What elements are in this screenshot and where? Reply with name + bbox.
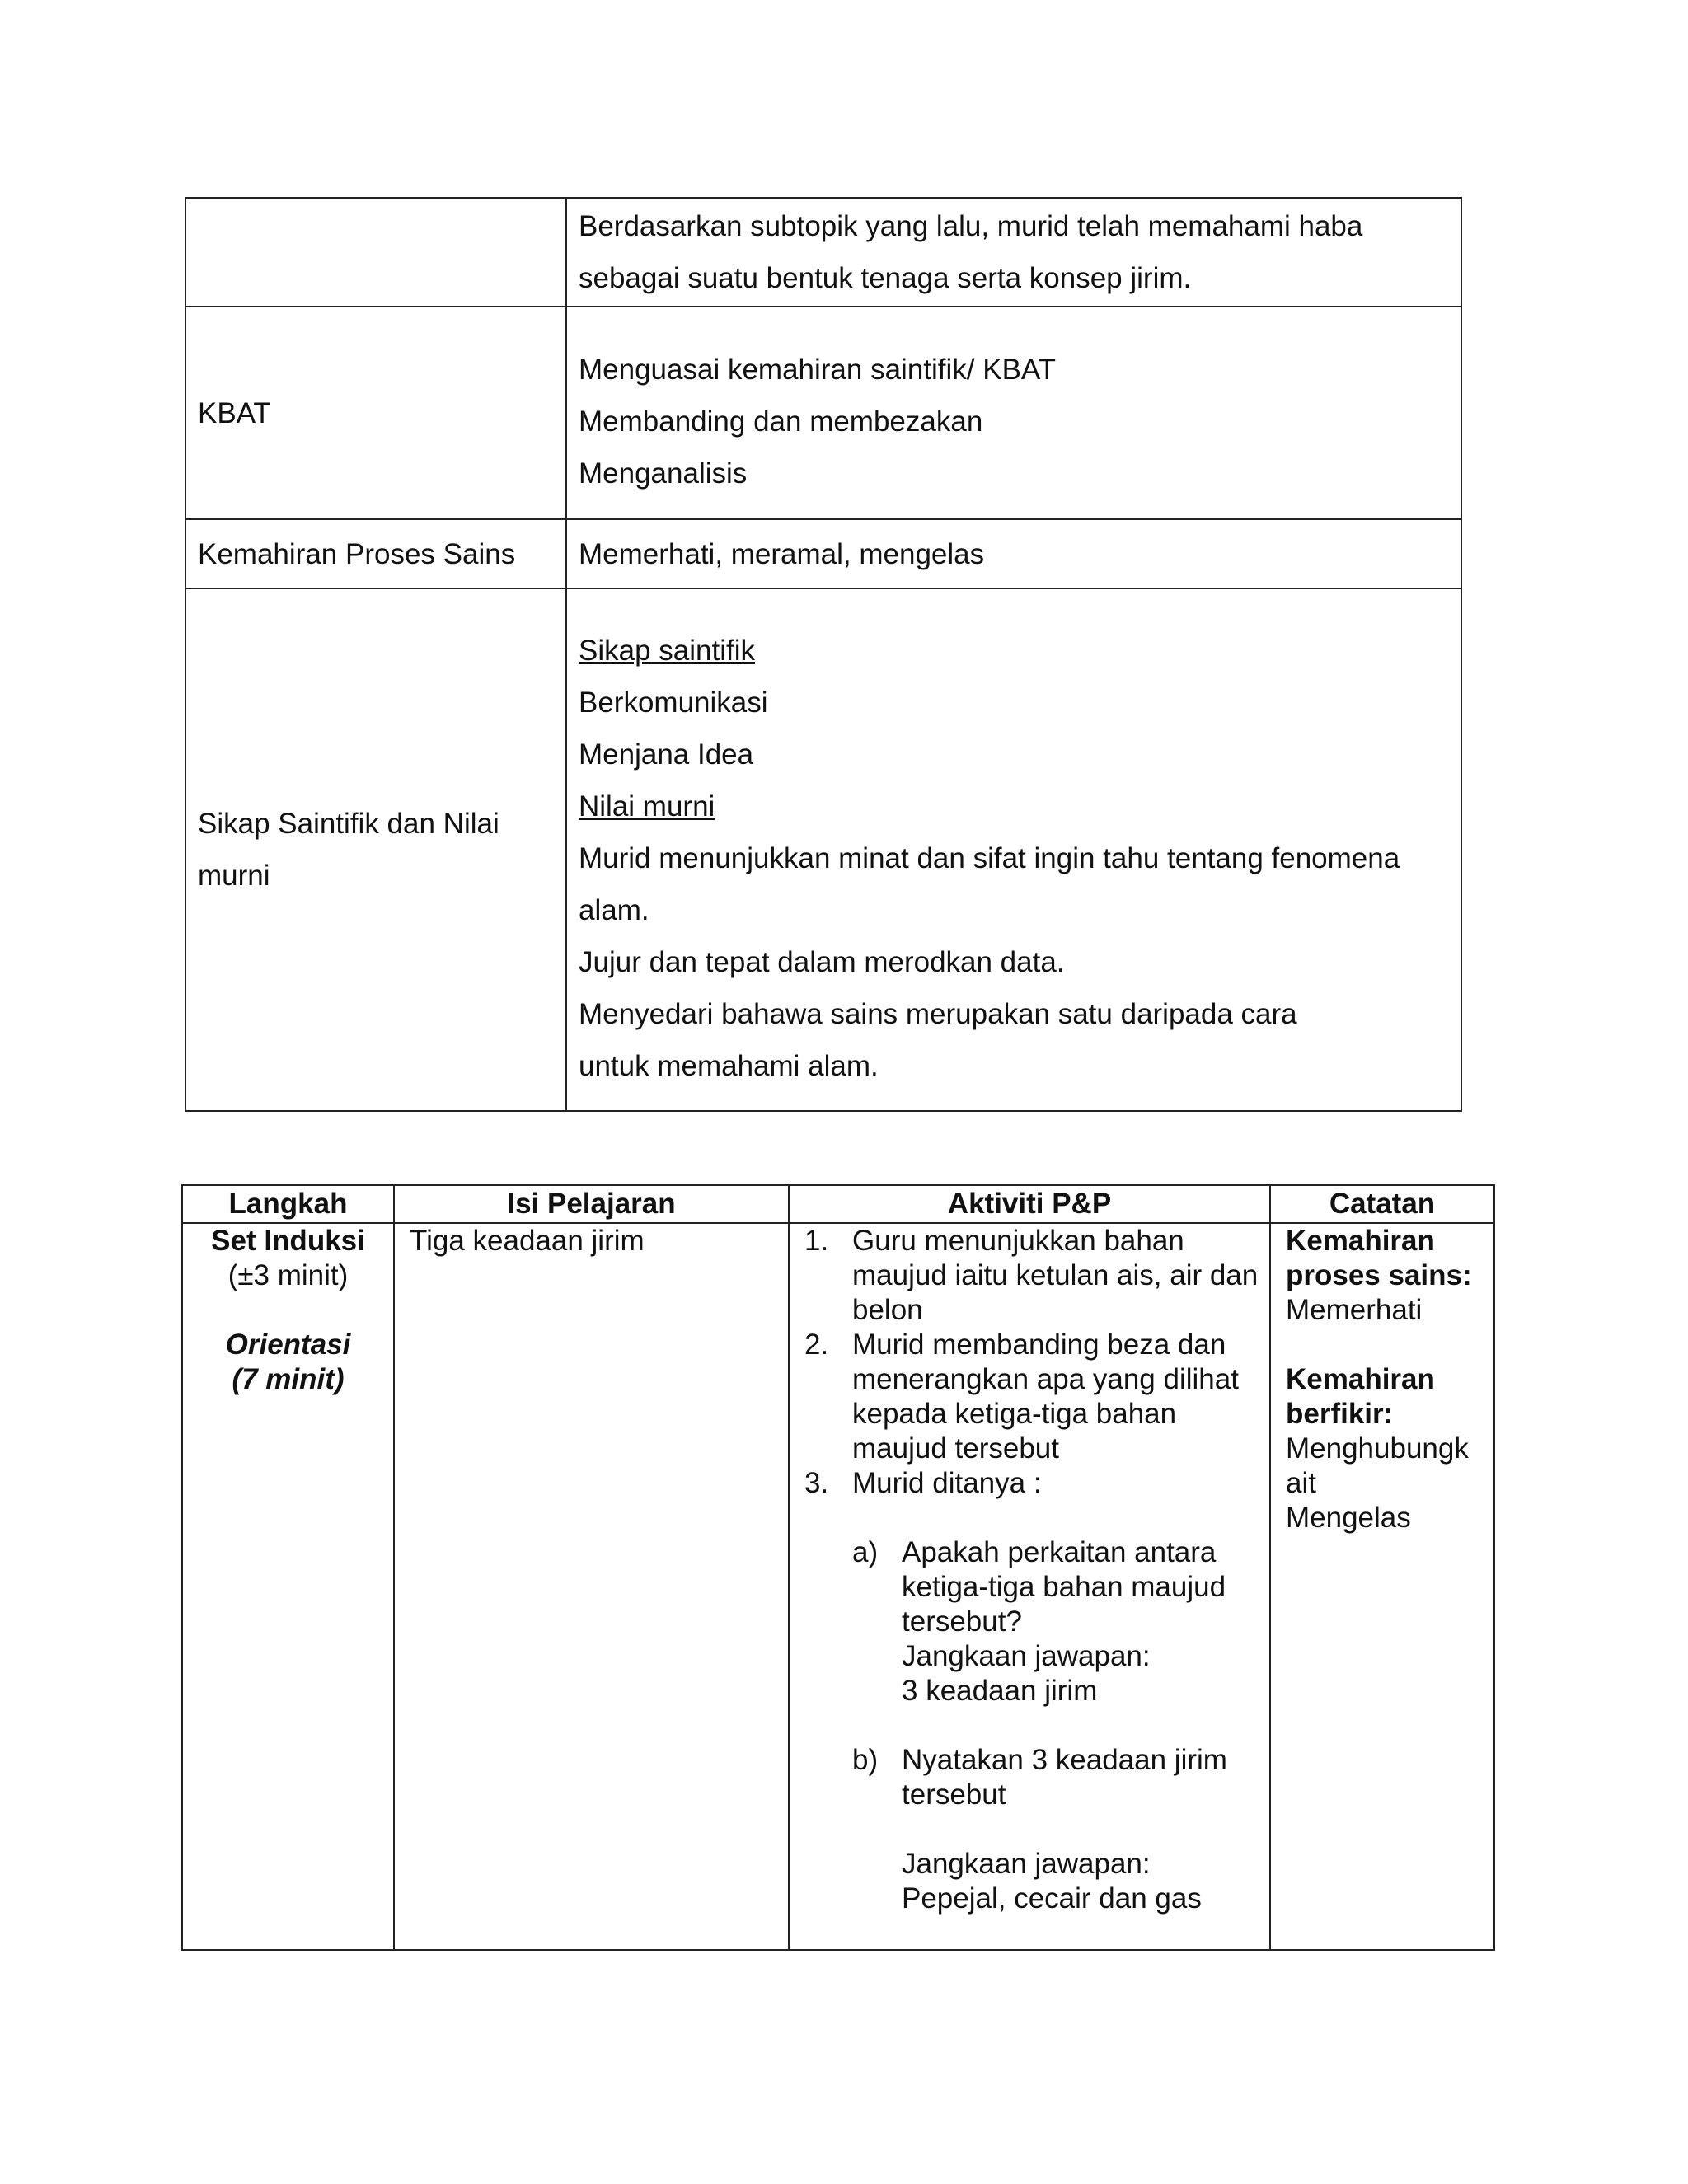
nilai-item: alam. bbox=[579, 893, 649, 926]
list-item bbox=[804, 1328, 1261, 1466]
sikap-label-line: Sikap Saintifik dan Nilai bbox=[198, 808, 499, 840]
langkah-cell bbox=[182, 1223, 394, 1950]
list-item bbox=[804, 1224, 1261, 1328]
table-row bbox=[185, 519, 1461, 588]
nilai-item: Menyedari bahawa sains merupakan satu daripada cara bbox=[579, 997, 1297, 1030]
sub-item-b bbox=[852, 1743, 1261, 1916]
sikap-label bbox=[185, 588, 566, 1111]
prior-knowledge-line: Berdasarkan subtopik yang lalu, murid telah memahami haba bbox=[579, 210, 1363, 242]
langkah-time-2: (7 minit) bbox=[232, 1363, 345, 1395]
table-row bbox=[185, 588, 1461, 1111]
langkah-time: (±3 minit) bbox=[227, 1259, 349, 1291]
kps-cell bbox=[566, 519, 1461, 588]
sub-item-a bbox=[852, 1535, 1261, 1708]
header-catatan: Catatan bbox=[1270, 1185, 1494, 1223]
kbat-label: KBAT bbox=[185, 307, 566, 519]
header-isi: Isi Pelajaran bbox=[394, 1185, 789, 1223]
sikap-item: Berkomunikasi bbox=[579, 686, 768, 719]
table-row bbox=[185, 307, 1461, 519]
table-row bbox=[185, 198, 1461, 307]
sub-text bbox=[902, 1743, 1261, 1916]
sub-text bbox=[902, 1535, 1261, 1708]
sikap-heading: Sikap saintifik bbox=[579, 634, 755, 667]
nilai-item: untuk memahami alam. bbox=[579, 1049, 879, 1082]
list-number: 1. bbox=[804, 1225, 829, 1257]
table-header-row bbox=[182, 1185, 1494, 1223]
nilai-item: Murid menunjukkan minat dan sifat ingin tahu tentang fenomena bbox=[579, 841, 1400, 874]
catatan-value-2b: ait bbox=[1286, 1467, 1316, 1499]
list-number: 2. bbox=[804, 1329, 829, 1361]
isi-cell bbox=[394, 1223, 789, 1950]
kbat-line: Menguasai kemahiran saintifik/ KBAT bbox=[579, 353, 1057, 386]
kbat-line: Membanding dan membezakan bbox=[579, 405, 983, 438]
answer-a: 3 keadaan jirim bbox=[902, 1675, 1098, 1707]
answer-b: Pepejal, cecair dan gas bbox=[902, 1882, 1202, 1915]
prior-knowledge-line: sebagai suatu bentuk tenaga serta konsep jirim. bbox=[579, 262, 1192, 294]
list-text: Murid ditanya : bbox=[852, 1467, 1042, 1499]
kbat-line: Menganalisis bbox=[579, 457, 748, 490]
catatan-heading-2: Kemahiran berfikir: bbox=[1286, 1363, 1435, 1430]
catatan-value-3: Mengelas bbox=[1286, 1502, 1411, 1534]
header-langkah: Langkah bbox=[182, 1185, 394, 1223]
table-row bbox=[182, 1223, 1494, 1950]
nilai-item: Jujur dan tepat dalam merodkan data. bbox=[579, 945, 1065, 978]
nilai-heading: Nilai murni bbox=[579, 790, 715, 823]
sikap-item: Menjana Idea bbox=[579, 738, 754, 771]
header-aktiviti: Aktiviti P&P bbox=[789, 1185, 1270, 1223]
list-text: Murid membanding beza dan menerangkan apa yang dilihat kepada ketiga-tiga bahan maujud tersebut bbox=[852, 1329, 1239, 1465]
sikap-cell bbox=[566, 588, 1461, 1111]
sikap-label-line: murni bbox=[198, 860, 270, 892]
list-item bbox=[804, 1466, 1261, 1501]
aktiviti-cell bbox=[789, 1223, 1270, 1950]
sub-letter: a) bbox=[852, 1536, 879, 1568]
answer-label-b: Jangkaan jawapan: bbox=[902, 1848, 1151, 1880]
question-a: Apakah perkaitan antara ketiga-tiga bahan maujud tersebut? bbox=[902, 1536, 1226, 1638]
sub-letter: b) bbox=[852, 1744, 879, 1776]
list-number: 3. bbox=[804, 1467, 829, 1499]
catatan-value-2: Menghubungk bbox=[1286, 1432, 1469, 1465]
kps-label: Kemahiran Proses Sains bbox=[185, 519, 566, 588]
langkah-title: Set Induksi bbox=[211, 1225, 365, 1257]
list-text: Guru menunjukkan bahan maujud iaitu ketulan ais, air dan belon bbox=[852, 1225, 1259, 1326]
catatan-value-1: Memerhati bbox=[1286, 1294, 1423, 1326]
question-b: Nyatakan 3 keadaan jirim tersebut bbox=[902, 1744, 1227, 1811]
isi-text: Tiga keadaan jirim bbox=[410, 1225, 645, 1257]
kps-line: Memerhati, meramal, mengelas bbox=[579, 537, 985, 570]
row-label-empty bbox=[185, 198, 566, 307]
prior-knowledge-cell bbox=[566, 198, 1461, 307]
langkah-title-2: Orientasi bbox=[225, 1329, 351, 1361]
kbat-cell bbox=[566, 307, 1461, 519]
catatan-cell bbox=[1270, 1223, 1494, 1950]
catatan-heading-1: Kemahiran proses sains: bbox=[1286, 1225, 1472, 1291]
lesson-table bbox=[181, 1184, 1495, 1951]
answer-label-a: Jangkaan jawapan: bbox=[902, 1640, 1151, 1672]
info-table bbox=[185, 197, 1462, 1112]
